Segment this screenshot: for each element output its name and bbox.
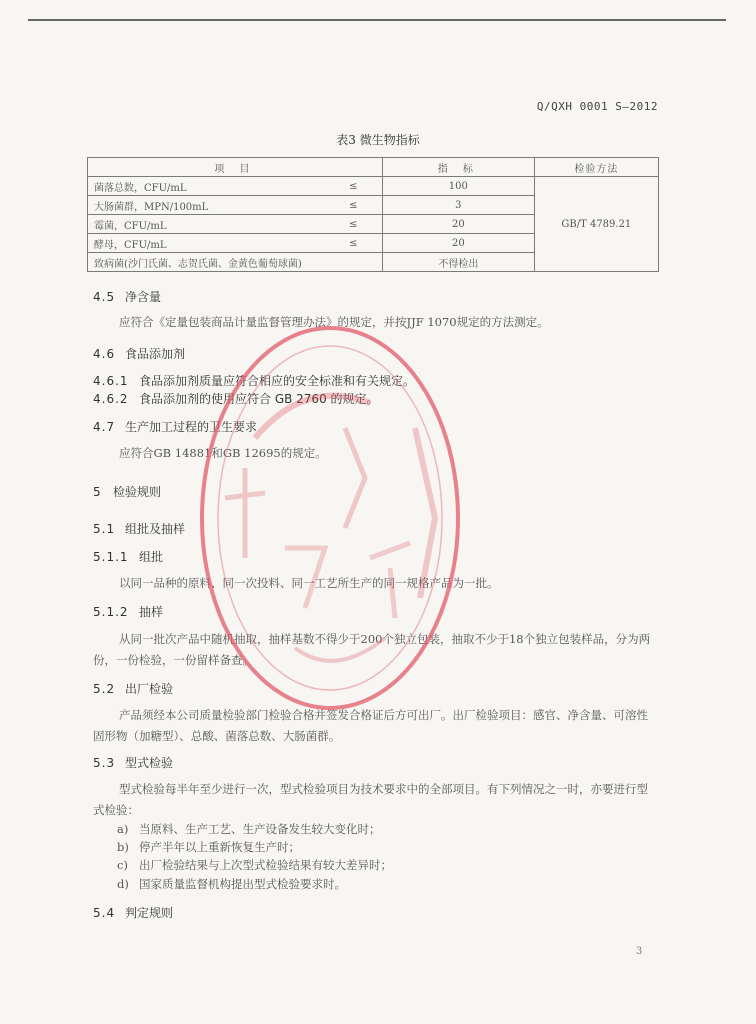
list-text: 停产半年以上重新恢复生产时； — [139, 840, 300, 854]
list-marker: c) — [117, 858, 128, 872]
paragraph-4-7: 应符合GB 14881和GB 12695的规定。 — [119, 446, 327, 460]
row-item: 霉菌，CFU/mL — [88, 215, 325, 234]
heading-5-1-2 — [93, 603, 163, 620]
clause-text: 食品添加剂的使用应符合 GB 2760 的规定。 — [139, 392, 379, 406]
seal-stroke — [225, 468, 265, 558]
row-symbol: ≤ — [324, 234, 382, 253]
list-text: 当原料、生产工艺、生产设备发生较大变化时； — [139, 822, 381, 836]
header-rule — [28, 19, 726, 21]
heading-number: 5 — [93, 485, 102, 499]
row-item: 大肠菌群，MPN/100mL — [88, 196, 325, 215]
clause-4-6-1 — [93, 372, 415, 389]
heading-number: 4.6 — [93, 347, 116, 361]
row-indicator: 不得检出 — [382, 253, 534, 272]
heading-5 — [93, 483, 161, 500]
heading-number: 4.5 — [93, 290, 116, 304]
paragraph-4-5: 应符合《定量包装商品计量监督管理办法》的规定，并按JJF 1070规定的方法测定。 — [119, 315, 549, 329]
test-method-cell: GB/T 4789.21 — [534, 177, 658, 272]
heading-5-1-1 — [93, 548, 163, 565]
list-item — [117, 821, 381, 837]
table-title: 表3 微生物指标 — [336, 133, 420, 147]
clause-4-6-2 — [93, 390, 379, 407]
heading-5-3 — [93, 754, 173, 771]
paragraph-5-1-2: 从同一批次产品中随机抽取，抽样基数不得少于200个独立包装，抽取不少于18个独立包装样品，分为两份，一份检验，一份留样备查。 — [93, 632, 651, 667]
heading-title: 检验规则 — [113, 485, 162, 499]
table-row — [88, 177, 659, 196]
heading-4-6 — [93, 345, 185, 362]
list-marker: d) — [117, 877, 129, 891]
table-header-row — [88, 158, 659, 177]
list-item — [117, 876, 346, 892]
row-symbol — [324, 253, 382, 272]
row-indicator: 100 — [382, 177, 534, 196]
doc-code: Q/QXH 0001 S—2012 — [536, 100, 658, 113]
list-item — [117, 857, 392, 873]
paragraph-5-2: 产品须经本公司质量检验部门检验合格并签发合格证后方可出厂。出厂检验项目：感官、净含量、可溶性固形物（加糖型）、总酸、菌落总数、大肠菌群。 — [93, 708, 648, 743]
clause-text: 食品添加剂质量应符合相应的安全标准和有关规定。 — [139, 374, 416, 388]
heading-4-7 — [93, 418, 257, 435]
heading-title: 判定规则 — [125, 906, 174, 920]
heading-number: 4.7 — [93, 420, 116, 434]
list-text: 出厂检验结果与上次型式检验结果有较大差异时； — [139, 858, 392, 872]
list-marker: b) — [117, 840, 129, 854]
list-marker: a) — [117, 822, 129, 836]
heading-number: 5.4 — [93, 906, 116, 920]
list-text: 国家质量监督机构提出型式检验要求时。 — [139, 877, 346, 891]
heading-title: 抽样 — [139, 605, 164, 619]
header-method: 检验方法 — [534, 158, 658, 177]
heading-title: 出厂检验 — [125, 682, 174, 696]
heading-number: 5.1 — [93, 522, 116, 536]
list-item — [117, 839, 300, 855]
heading-4-5 — [93, 288, 161, 305]
heading-title: 净含量 — [125, 290, 162, 304]
row-symbol: ≤ — [324, 177, 382, 196]
microbial-table — [87, 157, 659, 272]
header-indicator: 指 标 — [382, 158, 534, 177]
heading-number: 5.1.1 — [93, 550, 129, 564]
heading-number: 5.1.2 — [93, 605, 129, 619]
row-indicator: 20 — [382, 215, 534, 234]
heading-5-2 — [93, 680, 173, 697]
heading-number: 5.2 — [93, 682, 116, 696]
clause-number: 4.6.2 — [93, 392, 129, 406]
paragraph-5-3: 型式检验每半年至少进行一次，型式检验项目为技术要求中的全部项目。有下列情况之一时，亦要进行型式检验： — [93, 782, 648, 817]
heading-title: 生产加工过程的卫生要求 — [125, 420, 258, 434]
paragraph-5-1-1: 以同一品种的原料、同一次投料、同一工艺所生产的同一规格产品为一批。 — [119, 576, 499, 590]
heading-number: 5.3 — [93, 756, 116, 770]
row-item: 致病菌(沙门氏菌、志贺氏菌、金黄色葡萄球菌) — [88, 253, 325, 272]
heading-title: 食品添加剂 — [125, 347, 186, 361]
heading-title: 组批 — [139, 550, 164, 564]
row-item: 酵母，CFU/mL — [88, 234, 325, 253]
row-symbol: ≤ — [324, 196, 382, 215]
heading-5-4 — [93, 904, 173, 921]
header-item: 项 目 — [88, 158, 383, 177]
row-indicator: 20 — [382, 234, 534, 253]
row-indicator: 3 — [382, 196, 534, 215]
heading-5-1 — [93, 520, 185, 537]
row-symbol: ≤ — [324, 215, 382, 234]
heading-title: 组批及抽样 — [125, 522, 186, 536]
heading-title: 型式检验 — [125, 756, 174, 770]
clause-number: 4.6.1 — [93, 374, 129, 388]
page-number: 3 — [636, 946, 643, 957]
row-item: 菌落总数，CFU/mL — [88, 177, 325, 196]
